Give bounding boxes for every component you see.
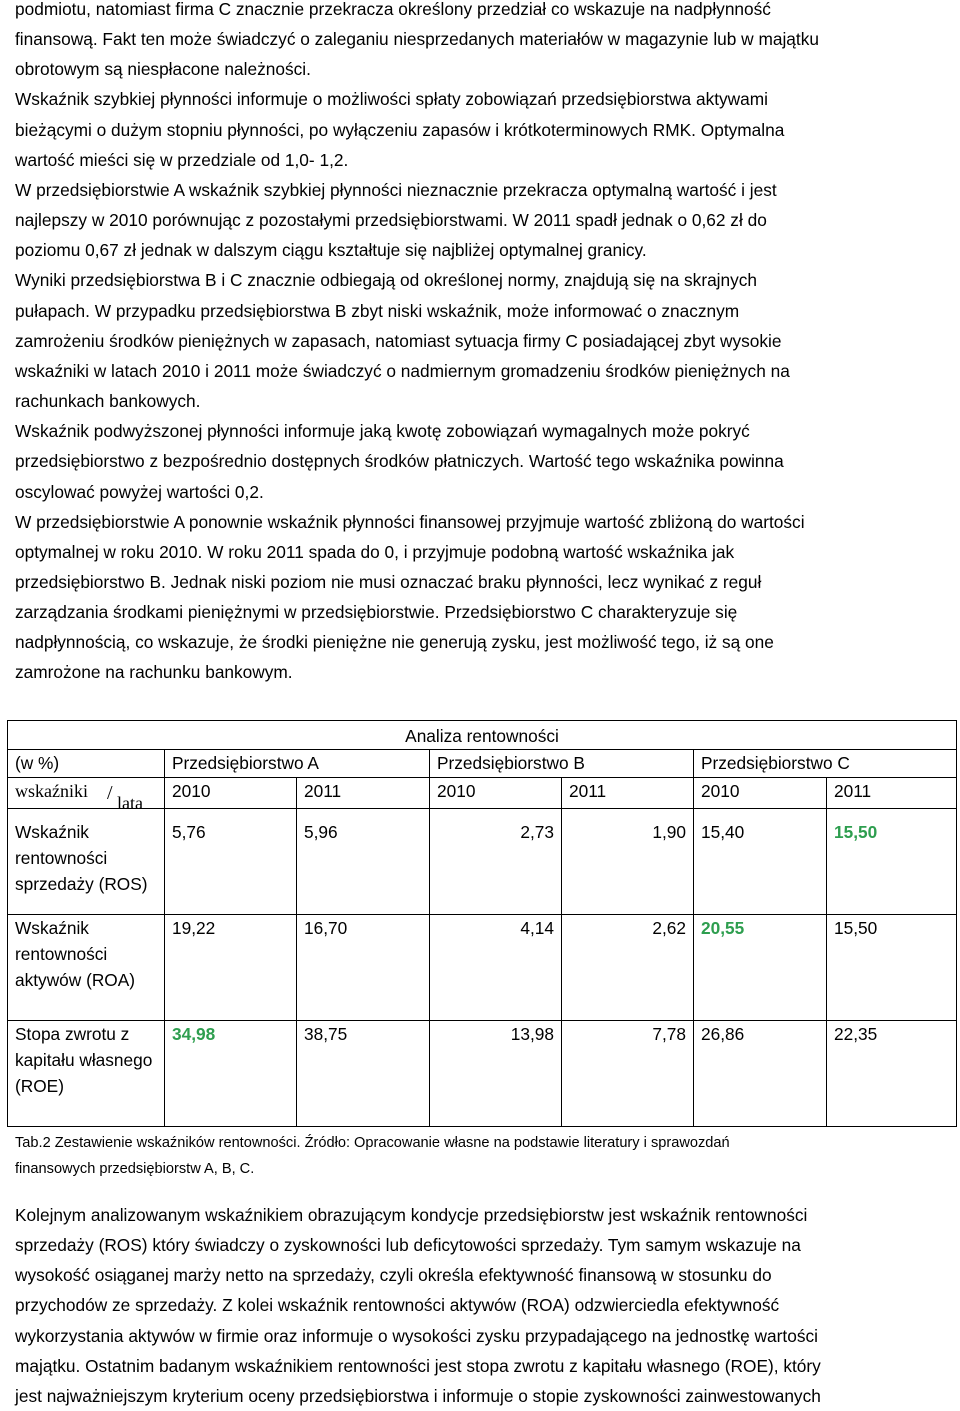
table-year-row xyxy=(8,777,957,808)
paragraph: W przedsiębiorstwie A ponownie wskaźnik płynności finansowej przyjmuje wartość zbliżoną do wartości optymalnej w roku 2010. W roku 2011 spada do 0, i przyjmuje podobną wartość wskaźnika jak przedsiębiorstwo B. Jednak niski poziom nie musi oznaczać braku płynności, lecz wynikać z reguł zarządzania środkami pieniężnymi w przedsiębiorstwie. Przedsiębiorstwo C charakteryzuje się nadpłynnością, co wskazuje, że środki pieniężne nie generują zysku, jest możliwość tego, iż są one zamrożone na rachunku bankowym. xyxy=(15,511,805,683)
company-header: Przedsiębiorstwo C xyxy=(694,750,957,777)
value-cell: 34,98 xyxy=(165,1020,297,1126)
value-cell: 22,35 xyxy=(827,1020,957,1126)
value-cell: 26,86 xyxy=(694,1020,827,1126)
value-cell: 15,50 xyxy=(827,914,957,1020)
company-header: Przedsiębiorstwo A xyxy=(165,750,430,777)
table-row xyxy=(8,914,957,1020)
year-header: 2010 xyxy=(165,777,297,808)
profitability-table xyxy=(7,720,957,1127)
row-label: Wskaźnik rentowności sprzedaży (ROS) xyxy=(8,808,165,914)
body-text-top xyxy=(15,0,950,688)
value-cell: 16,70 xyxy=(297,914,430,1020)
value-cell: 15,40 xyxy=(694,808,827,914)
table-company-row xyxy=(8,750,957,777)
unit-label: (w %) xyxy=(8,750,165,777)
paragraph: podmiotu, natomiast firma C znacznie przekracza określony przedział co wskazuje na nadpłynność finansową. Fakt ten może świadczyć o zaleganiu niesprzedanych materiałów w magazynie lub w majątku obrotowym są niespłacone należności. xyxy=(15,0,819,80)
year-header: 2010 xyxy=(430,777,562,808)
value-cell: 1,90 xyxy=(562,808,694,914)
table-row xyxy=(8,808,957,914)
year-header: 2011 xyxy=(562,777,694,808)
value-cell: 20,55 xyxy=(694,914,827,1020)
corner-slash: / xyxy=(107,781,113,804)
value-cell: 2,73 xyxy=(430,808,562,914)
table-caption: Tab.2 Zestawienie wskaźników rentowności. Źródło: Opracowanie własne na podstawie literatury i sprawozdań finansowych przedsiębiorstw A, B, C. xyxy=(15,1135,730,1177)
year-header: 2010 xyxy=(694,777,827,808)
paragraph: Wskaźnik szybkiej płynności informuje o możliwości spłaty zobowiązań przedsiębiorstwa aktywami bieżącymi o dużym stopniu płynności, po wyłączeniu zapasów i krótkoterminowych RMK. Optymalna wartość mieści się w przedziale od 1,0- 1,2. xyxy=(15,89,785,170)
corner-indicators-label: wskaźniki xyxy=(15,780,88,801)
year-header: 2011 xyxy=(297,777,430,808)
corner-years-label: lata xyxy=(117,792,143,813)
value-cell: 15,50 xyxy=(827,808,957,914)
row-label: Stopa zwrotu z kapitału własnego (ROE) xyxy=(8,1020,165,1126)
table-title-row xyxy=(8,721,957,750)
row-label: Wskaźnik rentowności aktywów (ROA) xyxy=(8,914,165,1020)
paragraph: Kolejnym analizowanym wskaźnikiem obrazującym kondycje przedsiębiorstw jest wskaźnik rentowności sprzedaży (ROS) który świadczy o zyskowności lub deficytowości sprzedaży. Tym samym wskazuje na wysokość osiąganej marży netto na sprzedaży, czyli określa efektywność finansową w stosunku do przychodów ze sprzedaży. Z kolei wskaźnik rentowności aktywów (ROA) odzwierciedla efektywność wykorzystania aktywów w firmie oraz informuje o wysokości zysku przypadającego na jednostkę wartości majątku. Ostatnim badanym wskaźnikiem rentowności jest stopa zwrotu z kapitału własnego (ROE), który jest najważniejszym kryterium oceny przedsiębiorstwa i informuje o stopie zyskowności zainwestowanych xyxy=(15,1205,821,1406)
corner-header xyxy=(8,777,165,813)
paragraph: Wskaźnik podwyższonej płynności informuje jaką kwotę zobowiązań wymagalnych może pokryć przedsiębiorstwo z bezpośrednio dostępnych środków płatniczych. Wartość tego wskaźnika powinna oscylować powyżej wartości 0,2. xyxy=(15,421,784,502)
paragraph: Wyniki przedsiębiorstwa B i C znacznie odbiegają od określonej normy, znajdują się na skrajnych pułapach. W przypadku przedsiębiorstwa B zbyt niski wskaźnik, może informować o znacznym zamrożeniu środków pieniężnych w zapasach, natomiast sytuacja firmy C posiadającej zbyt wysokie wskaźniki w latach 2010 i 2011 może świadczyć o nadmiernym gromadzeniu środków pieniężnych na rachunkach bankowych. xyxy=(15,270,790,412)
value-cell: 5,96 xyxy=(297,808,430,914)
value-cell: 13,98 xyxy=(430,1020,562,1126)
value-cell: 38,75 xyxy=(297,1020,430,1126)
value-cell: 2,62 xyxy=(562,914,694,1020)
year-header: 2011 xyxy=(827,777,957,808)
company-header: Przedsiębiorstwo B xyxy=(430,750,694,777)
body-text-bottom xyxy=(15,1200,950,1411)
table-title: Analiza rentowności xyxy=(8,721,957,750)
value-cell: 5,76 xyxy=(165,808,297,914)
value-cell: 7,78 xyxy=(562,1020,694,1126)
value-cell: 19,22 xyxy=(165,914,297,1020)
paragraph: W przedsiębiorstwie A wskaźnik szybkiej płynności nieznacznie przekracza optymalną wartość i jest najlepszy w 2010 porównując z pozostałymi przedsiębiorstwami. W 2011 spadł jednak o 0,62 zł do poziomu 0,67 zł jednak w dalszym ciągu kształtuje się najbliżej optymalnej granicy. xyxy=(15,179,777,261)
value-cell: 4,14 xyxy=(430,914,562,1020)
table-row xyxy=(8,1020,957,1126)
